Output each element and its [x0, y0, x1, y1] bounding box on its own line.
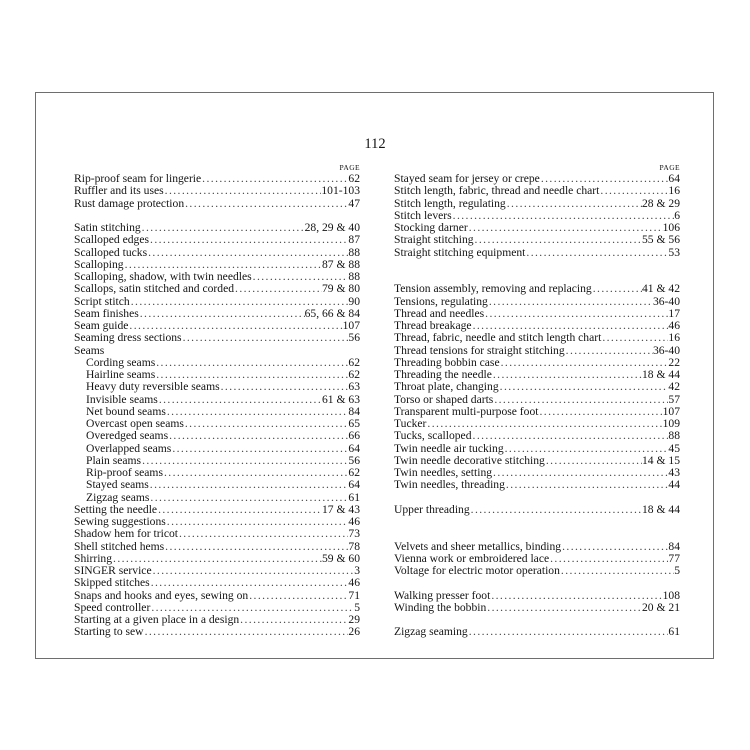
- entry-text: Stitch length, regulating: [394, 197, 506, 210]
- entry-text: SINGER service: [74, 565, 152, 577]
- entry-page: 88: [348, 246, 360, 259]
- entry-text: Twin needle decorative stitching: [394, 454, 545, 467]
- dot-leader: [184, 198, 348, 210]
- index-entry: [74, 614, 360, 626]
- entry-text: Plain seams: [86, 454, 142, 467]
- entry-text: Stitch levers: [394, 209, 452, 222]
- dot-leader: [426, 418, 662, 430]
- dot-leader: [540, 173, 669, 185]
- entry-page: 36-40: [652, 295, 680, 308]
- entry-page: 62: [348, 356, 360, 369]
- dot-leader: [500, 357, 669, 369]
- dot-leader: [112, 553, 322, 565]
- dot-leader: [472, 320, 669, 332]
- dot-leader: [499, 381, 669, 393]
- dot-leader: [561, 541, 668, 553]
- dot-leader: [492, 369, 642, 381]
- entry-page: 43: [668, 467, 680, 479]
- entry-text: Speed controller: [74, 601, 151, 614]
- dot-leader: [252, 271, 349, 283]
- entry-page: 16: [668, 332, 680, 345]
- index-entry: [394, 320, 680, 332]
- entry-page: 42: [668, 381, 680, 394]
- entry-page: 87 & 88: [321, 258, 360, 271]
- index-entry: [74, 345, 360, 357]
- index-entry: [74, 320, 360, 332]
- dot-leader: [474, 234, 642, 246]
- entry-text: Vienna work or embroidered lace: [394, 552, 550, 565]
- index-entry: [74, 185, 360, 197]
- dot-leader: [178, 528, 348, 540]
- index-subentry: [74, 479, 360, 491]
- entry-text: Thread, fabric, needle and stitch length chart: [394, 332, 602, 345]
- entry-text: Shadow hem for tricot: [74, 528, 178, 541]
- index-entry: [394, 345, 680, 357]
- entry-text: Hairline seams: [86, 369, 156, 381]
- dot-leader: [490, 590, 662, 602]
- dot-leader: [592, 283, 642, 295]
- entry-text: Upper threading: [394, 503, 470, 516]
- entry-page: 61 & 63: [321, 393, 360, 406]
- dot-leader: [155, 357, 348, 369]
- entry-page: 61: [348, 491, 360, 504]
- index-entry: [394, 357, 680, 369]
- entry-page: 47: [348, 197, 360, 210]
- dot-leader: [164, 185, 322, 197]
- entry-page: 57: [668, 393, 680, 406]
- dot-leader: [486, 602, 642, 614]
- entry-page: 71: [348, 589, 360, 602]
- entry-text: Velvets and sheer metallics, binding: [394, 540, 562, 553]
- index-entry: [394, 234, 680, 246]
- index-entry: [394, 430, 680, 442]
- index-entry: [74, 504, 360, 516]
- index-entry: [74, 541, 360, 553]
- entry-text: Script stitch: [74, 295, 130, 308]
- index-entry: [74, 247, 360, 259]
- entry-text: Thread and needles: [394, 307, 485, 320]
- entry-text: Shirring: [74, 552, 113, 565]
- index-entry: [394, 553, 680, 565]
- index-entry: [74, 259, 360, 271]
- index-entry: [74, 308, 360, 320]
- entry-text: Torso or shaped darts: [394, 393, 494, 406]
- index-subentry: [74, 443, 360, 455]
- entry-page: 109: [662, 418, 680, 430]
- index-entry: [394, 418, 680, 430]
- dot-leader: [470, 504, 642, 516]
- dot-leader: [488, 296, 653, 308]
- dot-leader: [124, 259, 322, 271]
- entry-page: 56: [348, 454, 360, 467]
- entry-text: Straight stitching: [394, 234, 474, 247]
- index-entry: [394, 565, 680, 577]
- entry-text: Straight stitching equipment: [394, 246, 526, 259]
- index-entry: [394, 467, 680, 479]
- entry-text: Scalloping, shadow, with twin needles: [74, 271, 252, 283]
- entry-page: 45: [668, 442, 680, 455]
- entry-page: 18 & 44: [641, 369, 680, 381]
- entry-text: Scalloped tucks: [74, 246, 148, 259]
- dot-leader: [141, 455, 348, 467]
- entry-text: Scalloping: [74, 258, 124, 271]
- entry-text: Stocking darner: [394, 222, 468, 234]
- index-entry: [394, 602, 680, 614]
- entry-page: 64: [348, 479, 360, 492]
- entry-page: 46: [348, 577, 360, 590]
- entry-text: Seam finishes: [74, 307, 139, 320]
- entry-text: Snaps and hooks and eyes, sewing on: [74, 589, 249, 602]
- entry-page: 73: [348, 528, 360, 541]
- entry-text: Seams: [74, 344, 105, 357]
- dot-leader: [506, 198, 642, 210]
- dot-leader: [504, 443, 669, 455]
- entry-page: 77: [668, 552, 680, 565]
- entry-text: Shell stitched hems: [74, 540, 165, 553]
- index-entry: [74, 528, 360, 540]
- entry-page: 106: [662, 222, 680, 234]
- page-column-heading: PAGE: [339, 163, 360, 172]
- entry-page: 17 & 43: [321, 503, 360, 516]
- entry-text: Cording seams: [86, 356, 156, 369]
- entry-page: 62: [348, 467, 360, 479]
- index-entry: [394, 222, 680, 234]
- index-entry: [394, 283, 680, 295]
- index-entry: [74, 626, 360, 638]
- entry-text: Starting to sew: [74, 626, 144, 639]
- entry-text: Thread breakage: [394, 320, 472, 332]
- entry-page: 90: [348, 295, 360, 308]
- dot-leader: [168, 430, 348, 442]
- dot-leader: [157, 504, 322, 516]
- entry-text: Tensions, regulating: [394, 295, 488, 308]
- entry-text: Stayed seam for jersey or crepe: [394, 173, 540, 185]
- index-entry: [74, 173, 360, 185]
- entry-page: 44: [668, 479, 680, 492]
- entry-page: 56: [348, 332, 360, 345]
- dot-leader: [139, 308, 305, 320]
- index-subentry: [74, 369, 360, 381]
- dot-leader: [452, 210, 675, 222]
- entry-page: 17: [668, 307, 680, 320]
- index-entry: [74, 332, 360, 344]
- dot-leader: [150, 577, 349, 589]
- index-entry: [394, 210, 680, 222]
- index-column-right: [394, 163, 680, 639]
- dot-leader: [239, 614, 348, 626]
- index-entry: [394, 308, 680, 320]
- dot-leader: [599, 185, 668, 197]
- entry-text: Rust damage protection: [74, 197, 185, 210]
- index-entry: [74, 516, 360, 528]
- entry-text: Invisible seams: [86, 393, 158, 406]
- entry-page: 41 & 42: [641, 283, 680, 296]
- dot-leader: [164, 541, 348, 553]
- entry-page: 87: [348, 234, 360, 247]
- entry-text: Voltage for electric motor operation: [394, 565, 560, 577]
- index-entry: [394, 173, 680, 185]
- dot-leader: [201, 173, 348, 185]
- index-entry: [74, 565, 360, 577]
- entry-text: Transparent multi-purpose foot: [394, 405, 539, 418]
- entry-page: 18 & 44: [641, 503, 680, 516]
- index-subentry: [74, 406, 360, 418]
- entry-gap: [394, 614, 680, 626]
- entry-gap: [74, 210, 360, 222]
- dot-leader: [560, 565, 674, 577]
- entry-page: 65, 66 & 84: [304, 307, 360, 320]
- dot-leader: [128, 320, 342, 332]
- dot-leader: [484, 308, 668, 320]
- index-entry: [74, 590, 360, 602]
- index-subentry: [74, 357, 360, 369]
- entry-page: 28, 29 & 40: [304, 222, 360, 234]
- entry-page: 64: [668, 173, 680, 185]
- dot-leader: [601, 332, 668, 344]
- index-entry: [394, 369, 680, 381]
- entry-text: Heavy duty reversible seams: [86, 381, 220, 394]
- index-entry: [394, 541, 680, 553]
- index-entry: [394, 198, 680, 210]
- entry-text: Twin needle air tucking: [394, 442, 504, 455]
- entry-page: 5: [674, 565, 680, 577]
- index-entry: [394, 626, 680, 638]
- index-entry: [394, 394, 680, 406]
- entry-text: Winding the bobbin: [394, 601, 487, 614]
- entry-page: 28 & 29: [641, 197, 680, 210]
- entry-text: Sewing suggestions: [74, 516, 166, 528]
- dot-leader: [171, 443, 348, 455]
- entry-gap: [394, 271, 680, 283]
- index-entry: [394, 381, 680, 393]
- entry-page: 88: [348, 271, 360, 283]
- entry-text: Tension assembly, removing and replacing: [394, 283, 592, 296]
- entry-page: 108: [662, 589, 680, 602]
- index-subentry: [74, 467, 360, 479]
- dot-leader: [149, 492, 348, 504]
- entry-text: Zigzag seams: [86, 491, 150, 504]
- dot-leader: [158, 394, 322, 406]
- entry-text: Zigzag seaming: [394, 626, 468, 639]
- entry-page: 101-103: [321, 185, 360, 198]
- index-entry: [394, 247, 680, 259]
- index-entry: [74, 296, 360, 308]
- entry-text: Seam guide: [74, 320, 129, 332]
- dot-leader: [545, 455, 642, 467]
- entry-text: Scalloped edges: [74, 234, 150, 247]
- index-entry: [74, 222, 360, 234]
- page-column-heading: PAGE: [659, 163, 680, 172]
- entry-page: 107: [342, 320, 360, 332]
- index-entry: [394, 479, 680, 491]
- index-subentry: [74, 381, 360, 393]
- entry-text: Stayed seams: [86, 479, 149, 492]
- entry-text: Stitch length, fabric, thread and needle chart: [394, 185, 600, 198]
- entry-page: 16: [668, 185, 680, 198]
- dot-leader: [144, 626, 349, 638]
- entry-page: 88: [668, 430, 680, 443]
- entry-page: 64: [348, 442, 360, 455]
- entry-text: Twin needles, setting: [394, 467, 493, 479]
- entry-page: 6: [674, 209, 680, 222]
- entry-page: 62: [348, 173, 360, 185]
- dot-leader: [184, 418, 349, 430]
- index-subentry: [74, 418, 360, 430]
- dot-leader: [472, 430, 669, 442]
- index-subentry: [74, 492, 360, 504]
- entry-page: 53: [668, 246, 680, 259]
- entry-text: Scallops, satin stitched and corded: [74, 283, 235, 296]
- dot-leader: [182, 332, 349, 344]
- entry-page: 36-40: [652, 344, 680, 357]
- entry-text: Tucks, scalloped: [394, 430, 472, 443]
- entry-text: Twin needles, threading: [394, 479, 505, 492]
- index-entry: [74, 602, 360, 614]
- index-subentry: [74, 394, 360, 406]
- dot-leader: [163, 467, 348, 479]
- entry-gap: [394, 492, 680, 504]
- entry-page: 79 & 80: [321, 283, 360, 296]
- dot-leader: [248, 590, 348, 602]
- entry-text: Walking presser foot: [394, 589, 491, 602]
- entry-page: 78: [348, 540, 360, 553]
- index-entry: [394, 455, 680, 467]
- entry-page: 29: [348, 614, 360, 626]
- entry-text: Threading bobbin case: [394, 356, 500, 369]
- entry-page: 61: [668, 626, 680, 639]
- entry-text: Overlapped seams: [86, 442, 172, 455]
- entry-text: Overcast open seams: [86, 418, 184, 430]
- dot-leader: [525, 247, 668, 259]
- entry-text: Setting the needle: [74, 503, 158, 516]
- index-entry: [394, 332, 680, 344]
- entry-page: 46: [668, 320, 680, 332]
- entry-text: Tucker: [394, 418, 427, 430]
- dot-leader: [468, 626, 669, 638]
- index-subentry: [74, 430, 360, 442]
- entry-text: Thread tensions for straight stitching: [394, 344, 565, 357]
- dot-leader: [492, 467, 668, 479]
- dot-leader: [565, 345, 653, 357]
- index-entry: [74, 271, 360, 283]
- index-entry: [74, 234, 360, 246]
- entry-gap: [394, 528, 680, 540]
- entry-text: Starting at a given place in a design: [74, 614, 240, 626]
- dot-leader: [152, 565, 355, 577]
- dot-leader: [141, 222, 305, 234]
- entry-page: 84: [668, 540, 680, 553]
- dot-leader: [149, 479, 349, 491]
- dot-leader: [493, 394, 668, 406]
- entry-page: 46: [348, 516, 360, 528]
- entry-text: Net bound seams: [86, 405, 166, 418]
- dot-leader: [166, 516, 349, 528]
- entry-text: Satin stitching: [74, 222, 141, 234]
- dot-leader: [147, 247, 348, 259]
- dot-leader: [538, 406, 662, 418]
- index-column-left: [74, 163, 360, 639]
- dot-leader: [468, 222, 663, 234]
- index-entry: [74, 577, 360, 589]
- entry-text: Ruffler and its uses: [74, 185, 164, 198]
- index-entry: [394, 443, 680, 455]
- entry-page: 84: [348, 405, 360, 418]
- dot-leader: [505, 479, 669, 491]
- dot-leader: [166, 406, 349, 418]
- entry-page: 55 & 56: [641, 234, 680, 247]
- entry-page: 62: [348, 369, 360, 381]
- dot-leader: [549, 553, 668, 565]
- entry-page: 26: [348, 626, 360, 639]
- entry-text: Rip-proof seams: [86, 467, 163, 479]
- entry-text: Overedged seams: [86, 430, 169, 443]
- dot-leader: [150, 602, 354, 614]
- entry-text: Skipped stitches: [74, 577, 150, 590]
- entry-text: Rip-proof seam for lingerie: [74, 173, 202, 185]
- entry-page: 20 & 21: [641, 601, 680, 614]
- index-entry: [74, 198, 360, 210]
- index-entry: [394, 406, 680, 418]
- index-entry: [394, 185, 680, 197]
- entry-page: 5: [354, 601, 360, 614]
- dot-leader: [149, 234, 348, 246]
- index-subentry: [74, 455, 360, 467]
- dot-leader: [234, 283, 322, 295]
- entry-text: Seaming dress sections: [74, 332, 182, 345]
- index-entry: [74, 283, 360, 295]
- entry-page: 59 & 60: [321, 552, 360, 565]
- index-entry: [394, 504, 680, 516]
- entry-page: 63: [348, 381, 360, 394]
- index-entry: [74, 553, 360, 565]
- entry-gap: [394, 516, 680, 528]
- entry-page: 22: [668, 356, 680, 369]
- index-entry: [394, 296, 680, 308]
- entry-text: Threading the needle: [394, 369, 492, 381]
- entry-page: 65: [348, 418, 360, 430]
- dot-leader: [155, 369, 348, 381]
- entry-text: Throat plate, changing: [394, 381, 499, 394]
- entry-page: 107: [662, 405, 680, 418]
- entry-page: 14 & 15: [641, 454, 680, 467]
- entry-page: 3: [354, 565, 360, 577]
- entry-gap: [394, 577, 680, 589]
- dot-leader: [220, 381, 349, 393]
- dot-leader: [130, 296, 349, 308]
- index-entry: [394, 590, 680, 602]
- entry-gap: [394, 259, 680, 271]
- page-number: 112: [364, 136, 386, 152]
- entry-page: 66: [348, 430, 360, 443]
